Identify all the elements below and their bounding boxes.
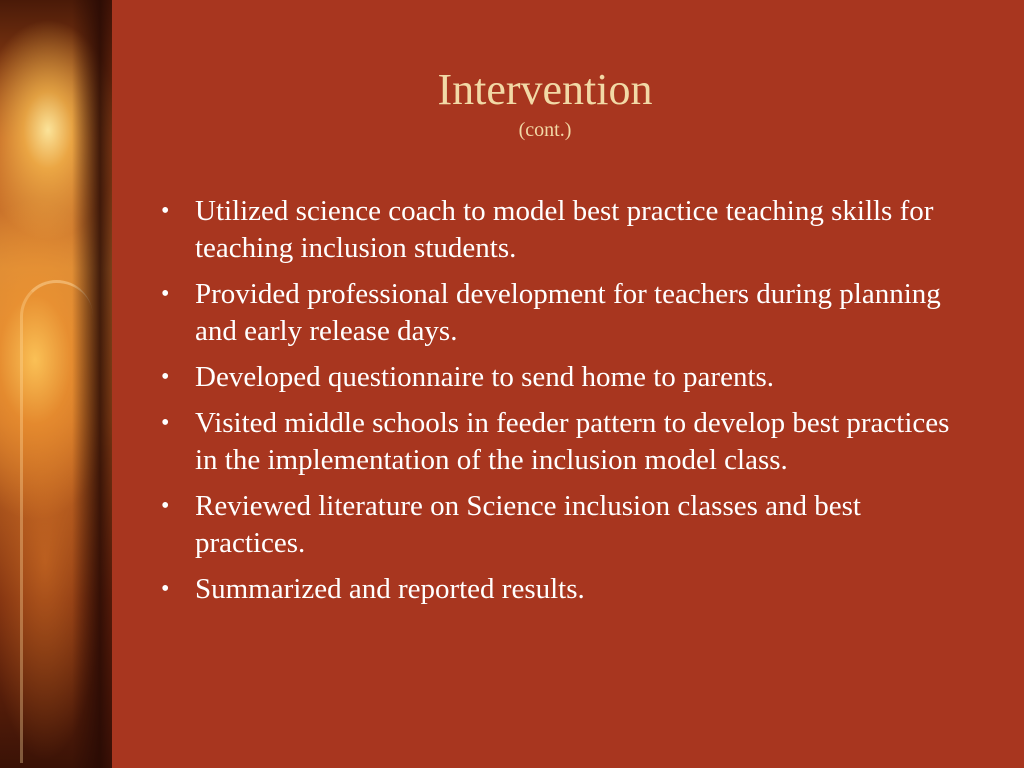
title-block [150,62,940,142]
bullet-item [155,571,955,608]
bullet-item [155,405,955,479]
bullet-icon: • [161,576,170,602]
bullet-item [155,193,955,267]
bullet-text: Utilized science coach to model best practice teaching skills for teaching inclusion students. [195,195,934,264]
bullet-item [155,488,955,562]
bullet-icon: • [161,198,170,224]
bullet-icon: • [161,410,170,436]
bullet-text: Summarized and reported results. [195,573,585,605]
bullet-item [155,276,955,350]
bullet-text: Reviewed literature on Science inclusion classes and best practices. [195,490,861,559]
bullet-text: Visited middle schools in feeder pattern to develop best practices in the implementation of the inclusion model class. [195,407,950,476]
bullet-text: Developed questionnaire to send home to parents. [195,361,775,393]
bullet-text: Provided professional development for teachers during planning and early release days. [195,278,941,347]
bullet-item [155,359,955,396]
slide-subtitle: (cont.) [518,119,572,141]
bullet-icon: • [161,493,170,519]
bullet-icon: • [161,364,170,390]
bullet-icon: • [161,281,170,307]
bullet-list [155,193,955,617]
slide-title: Intervention [437,65,653,114]
test-tube-photo [0,0,112,768]
